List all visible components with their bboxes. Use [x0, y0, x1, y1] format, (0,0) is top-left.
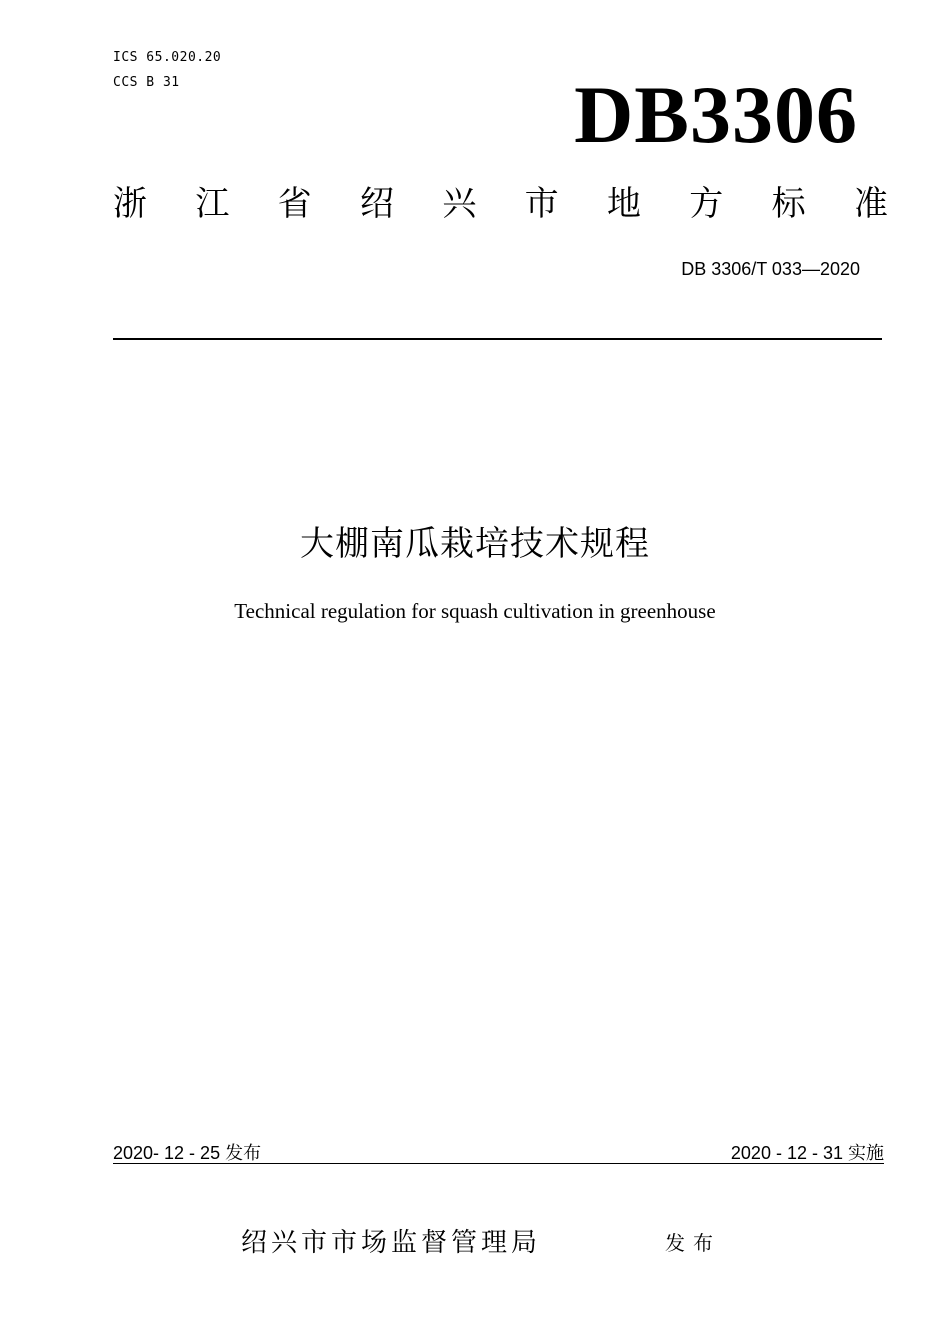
- standard-type-char: 市: [524, 184, 559, 224]
- standard-type-char: 地: [606, 184, 641, 224]
- issuing-authority: 绍兴市市场监督管理局: [241, 1228, 542, 1258]
- db-standard-logo: DB3306: [574, 69, 858, 160]
- standard-type-char: 绍: [359, 184, 394, 224]
- footer-divider: [113, 1163, 884, 1164]
- standard-type-char: 省: [277, 184, 312, 224]
- issue-date: 2020- 12 - 25 发布: [113, 1143, 262, 1163]
- ics-code: ICS 65.020.20: [113, 50, 222, 65]
- document-title-chinese: 大棚南瓜栽培技术规程: [300, 524, 650, 564]
- implementation-date: 2020 - 12 - 31 实施: [730, 1143, 884, 1163]
- issue-label: 发布: [665, 1231, 721, 1255]
- header-divider: [113, 338, 882, 340]
- standard-number: DB 3306/T 033—2020: [681, 259, 860, 279]
- standard-type-char: 浙: [113, 184, 147, 224]
- document-title-english: Technical regulation for squash cultivation in greenhouse: [234, 599, 716, 623]
- standard-type-char: 准: [853, 184, 888, 224]
- standard-type-heading: [113, 186, 888, 223]
- standard-type-char: 江: [195, 184, 230, 224]
- standard-type-char: 标: [771, 184, 806, 224]
- ccs-code: CCS B 31: [113, 75, 180, 90]
- standard-type-char: 兴: [442, 184, 477, 224]
- standard-type-char: 方: [689, 184, 724, 224]
